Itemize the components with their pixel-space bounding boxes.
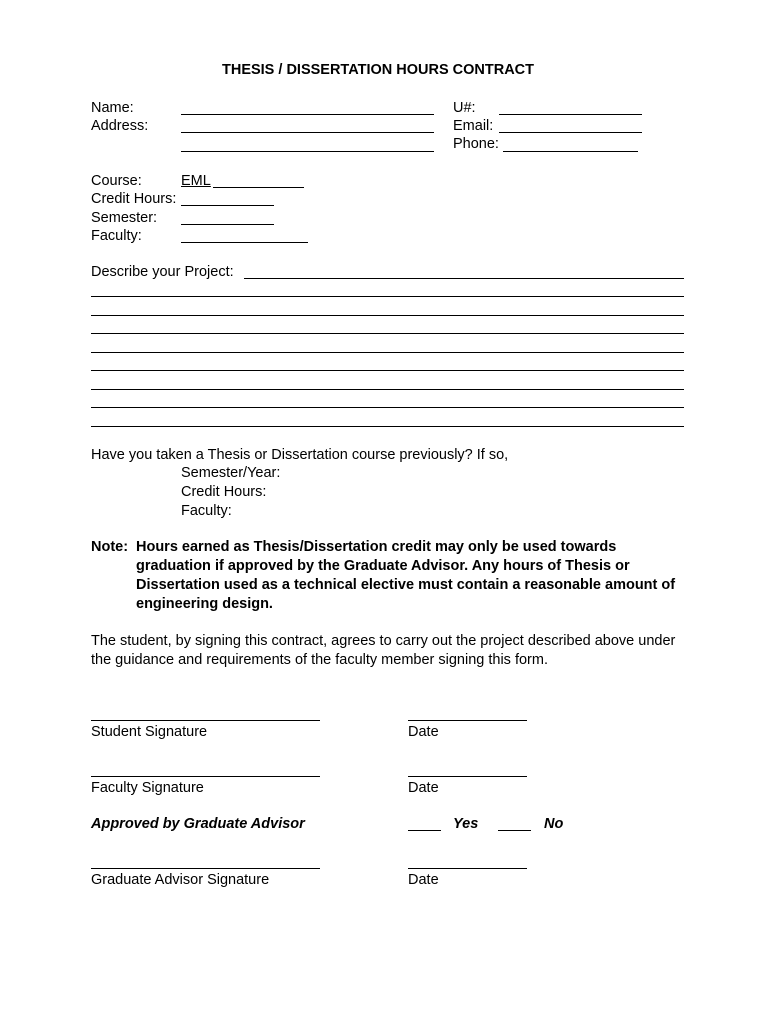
u-number-field[interactable] — [499, 114, 642, 115]
faculty-signature-label: Faculty Signature — [91, 780, 204, 796]
previous-course-question: Have you taken a Thesis or Dissertation course previously? If so, — [91, 447, 509, 463]
note-text: Hours earned as Thesis/Dissertation credit may only be used towards graduation if approved by the Graduate Advisor. Any hours of Thesis or Dissertation used as a technical elective must contain a reasonable amount of engineering design. — [136, 539, 676, 612]
project-line-7[interactable] — [91, 389, 684, 390]
advisor-signature-label: Graduate Advisor Signature — [91, 872, 270, 888]
note-label: Note: — [91, 539, 129, 555]
advisor-signature-field[interactable] — [91, 868, 320, 869]
u-number-label: U#: — [453, 100, 476, 116]
credit-hours-field[interactable] — [181, 205, 274, 206]
email-label: Email: — [453, 118, 494, 134]
previous-faculty-label: Faculty: — [181, 503, 232, 519]
faculty-label: Faculty: — [91, 228, 142, 244]
course-field[interactable] — [213, 187, 304, 188]
yes-label: Yes — [453, 816, 479, 832]
previous-credit-hours-label: Credit Hours: — [181, 484, 267, 500]
course-label: Course: — [91, 173, 142, 189]
phone-field[interactable] — [503, 151, 638, 152]
student-signature-field[interactable] — [91, 720, 320, 721]
email-field[interactable] — [499, 132, 642, 133]
project-line-8[interactable] — [91, 407, 684, 408]
project-line-6[interactable] — [91, 370, 684, 371]
faculty-signature-field[interactable] — [91, 776, 320, 777]
project-line-9[interactable] — [91, 426, 684, 427]
student-date-label: Date — [408, 724, 439, 740]
project-line-3[interactable] — [91, 315, 684, 316]
faculty-date-label: Date — [408, 780, 439, 796]
name-label: Name: — [91, 100, 134, 116]
address-field-line-2[interactable] — [181, 151, 434, 152]
no-checkbox-line[interactable] — [498, 830, 531, 831]
credit-hours-label: Credit Hours: — [91, 191, 177, 207]
previous-semester-year-label: Semester/Year: — [181, 465, 281, 481]
faculty-date-field[interactable] — [408, 776, 527, 777]
describe-project-label: Describe your Project: — [91, 264, 234, 280]
project-line-2[interactable] — [91, 296, 684, 297]
student-signature-label: Student Signature — [91, 724, 208, 740]
course-value: EML — [181, 173, 211, 189]
agreement-text: The student, by signing this contract, agrees to carry out the project described above under the guidance and requirements of the faculty member signing this form. — [91, 633, 676, 668]
yes-checkbox-line[interactable] — [408, 830, 441, 831]
project-line-1[interactable] — [244, 278, 684, 279]
advisor-date-field[interactable] — [408, 868, 527, 869]
page-title: THESIS / DISSERTATION HOURS CONTRACT — [221, 62, 535, 78]
no-label: No — [544, 816, 564, 832]
semester-field[interactable] — [181, 224, 274, 225]
advisor-date-label: Date — [408, 872, 439, 888]
approved-by-advisor-label: Approved by Graduate Advisor — [91, 816, 305, 832]
semester-label: Semester: — [91, 210, 158, 226]
name-field[interactable] — [181, 114, 434, 115]
phone-label: Phone: — [453, 136, 499, 152]
address-field-line-1[interactable] — [181, 132, 434, 133]
project-line-5[interactable] — [91, 352, 684, 353]
project-line-4[interactable] — [91, 333, 684, 334]
address-label: Address: — [91, 118, 149, 134]
student-date-field[interactable] — [408, 720, 527, 721]
faculty-field[interactable] — [181, 242, 308, 243]
